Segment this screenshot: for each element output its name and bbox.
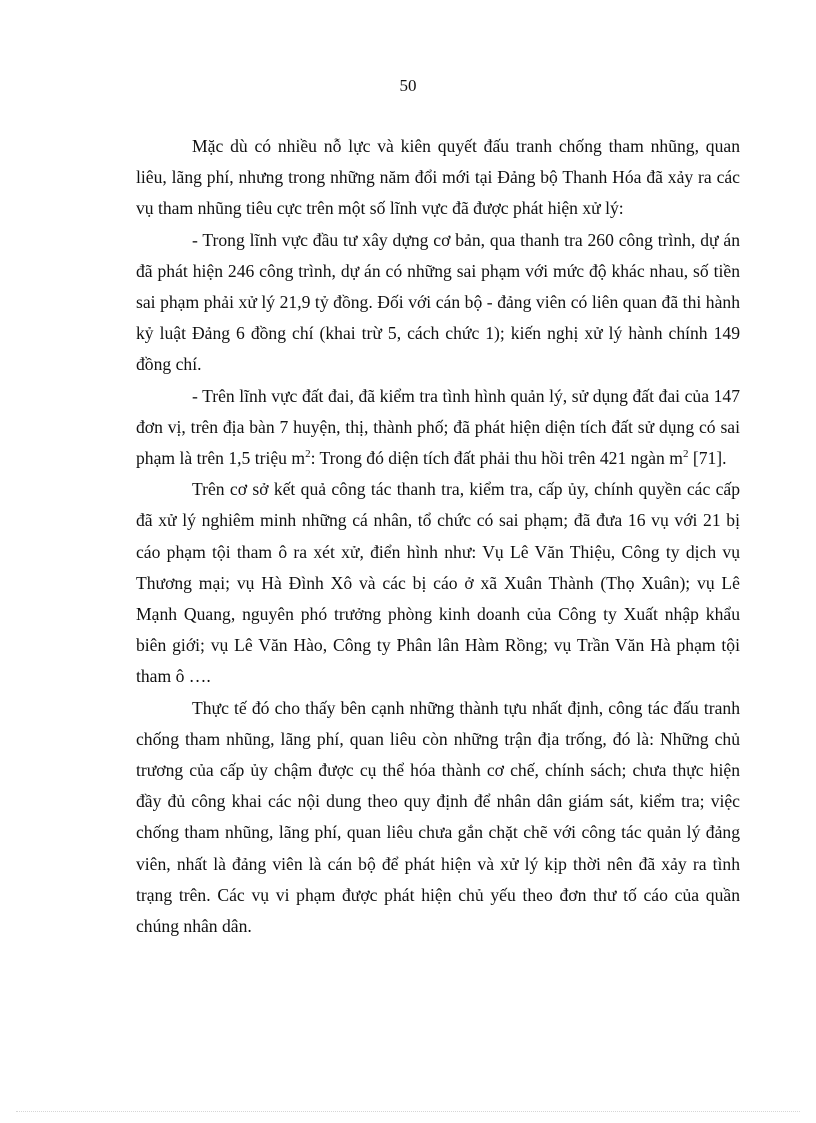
page-number: 50 — [399, 76, 417, 95]
paragraph-land-management — [136, 381, 740, 475]
paragraph-intro: Mặc dù có nhiều nỗ lực và kiên quyết đấu tranh chống tham nhũng, quan liêu, lãng phí, nhưng trong những năm đổi mới tại Đảng bộ Thanh Hóa đã xảy ra các vụ tham nhũng tiêu cực trên một số lĩnh vực đã được phát hiện xử lý: — [136, 136, 740, 219]
superscript-squared-2: 2 — [682, 448, 689, 461]
superscript-squared-1: 2 — [305, 448, 311, 461]
paragraph-prosecution: Trên cơ sở kết quả công tác thanh tra, kiểm tra, cấp ủy, chính quyền các cấp đã xử lý nghiêm minh những cá nhân, tổ chức có sai phạm; đã đưa 16 vụ với 21 bị cáo phạm tội tham ô ra xét xử, điển hình như: Vụ Lê Văn Thiệu, Công ty dịch vụ Thương mại; vụ Hà Đình Xô và các bị cáo ở xã Xuân Thành (Thọ Xuân); vụ Lê Mạnh Quang, nguyên phó trưởng phòng kinh doanh của Công ty Xuất nhập khẩu biên giới; vụ Lê Văn Hào, Công ty Phân lân Hàm Rồng; vụ Trần Văn Hà phạm tội tham ô …. — [136, 479, 740, 687]
document-body — [136, 131, 740, 942]
paragraph-construction-investment: - Trong lĩnh vực đầu tư xây dựng cơ bản, qua thanh tra 260 công trình, dự án đã phát hiện 246 công trình, dự án có những sai phạm với mức độ khác nhau, số tiền sai phạm phải xử lý 21,9 tỷ đồng. Đối với cán bộ - đảng viên có liên quan đã thi hành kỷ luật Đảng 6 đồng chí (khai trừ 5, cách chức 1); kiến nghị xử lý hành chính 149 đồng chí. — [136, 229, 740, 375]
land-text-part-1: - Trên lĩnh vực đất đai, đã kiểm tra tình hình quản lý, sử dụng đất đai của 147 đơn vị, trên địa bàn 7 huyện, thị, thành phố; đã phát hiện diện tích đất sử dụng có sai phạm là trên 1,5 triệu m — [136, 385, 740, 469]
land-text-part-2: : Trong đó diện tích đất phải thu hồi trên 421 ngàn m — [310, 448, 683, 469]
page-bottom-rule — [16, 1111, 800, 1112]
land-text-part-3: [71]. — [688, 448, 727, 469]
paragraph-conclusion: Thực tế đó cho thấy bên cạnh những thành tựu nhất định, công tác đấu tranh chống tham nhũng, lãng phí, quan liêu còn những trận địa trống, đó là: Những chủ trương của cấp ủy chậm được cụ thể hóa thành cơ chế, chính sách; chưa thực hiện đầy đủ công khai các nội dung theo quy định để nhân dân giám sát, kiểm tra; việc chống tham nhũng, lãng phí, quan liêu chưa gắn chặt chẽ với công tác quản lý đảng viên, nhất là đảng viên là cán bộ để phát hiện và xử lý kịp thời nên đã xảy ra tình trạng trên. Các vụ vi phạm được phát hiện chủ yếu theo đơn thư tố cáo của quần chúng nhân dân. — [136, 697, 740, 937]
